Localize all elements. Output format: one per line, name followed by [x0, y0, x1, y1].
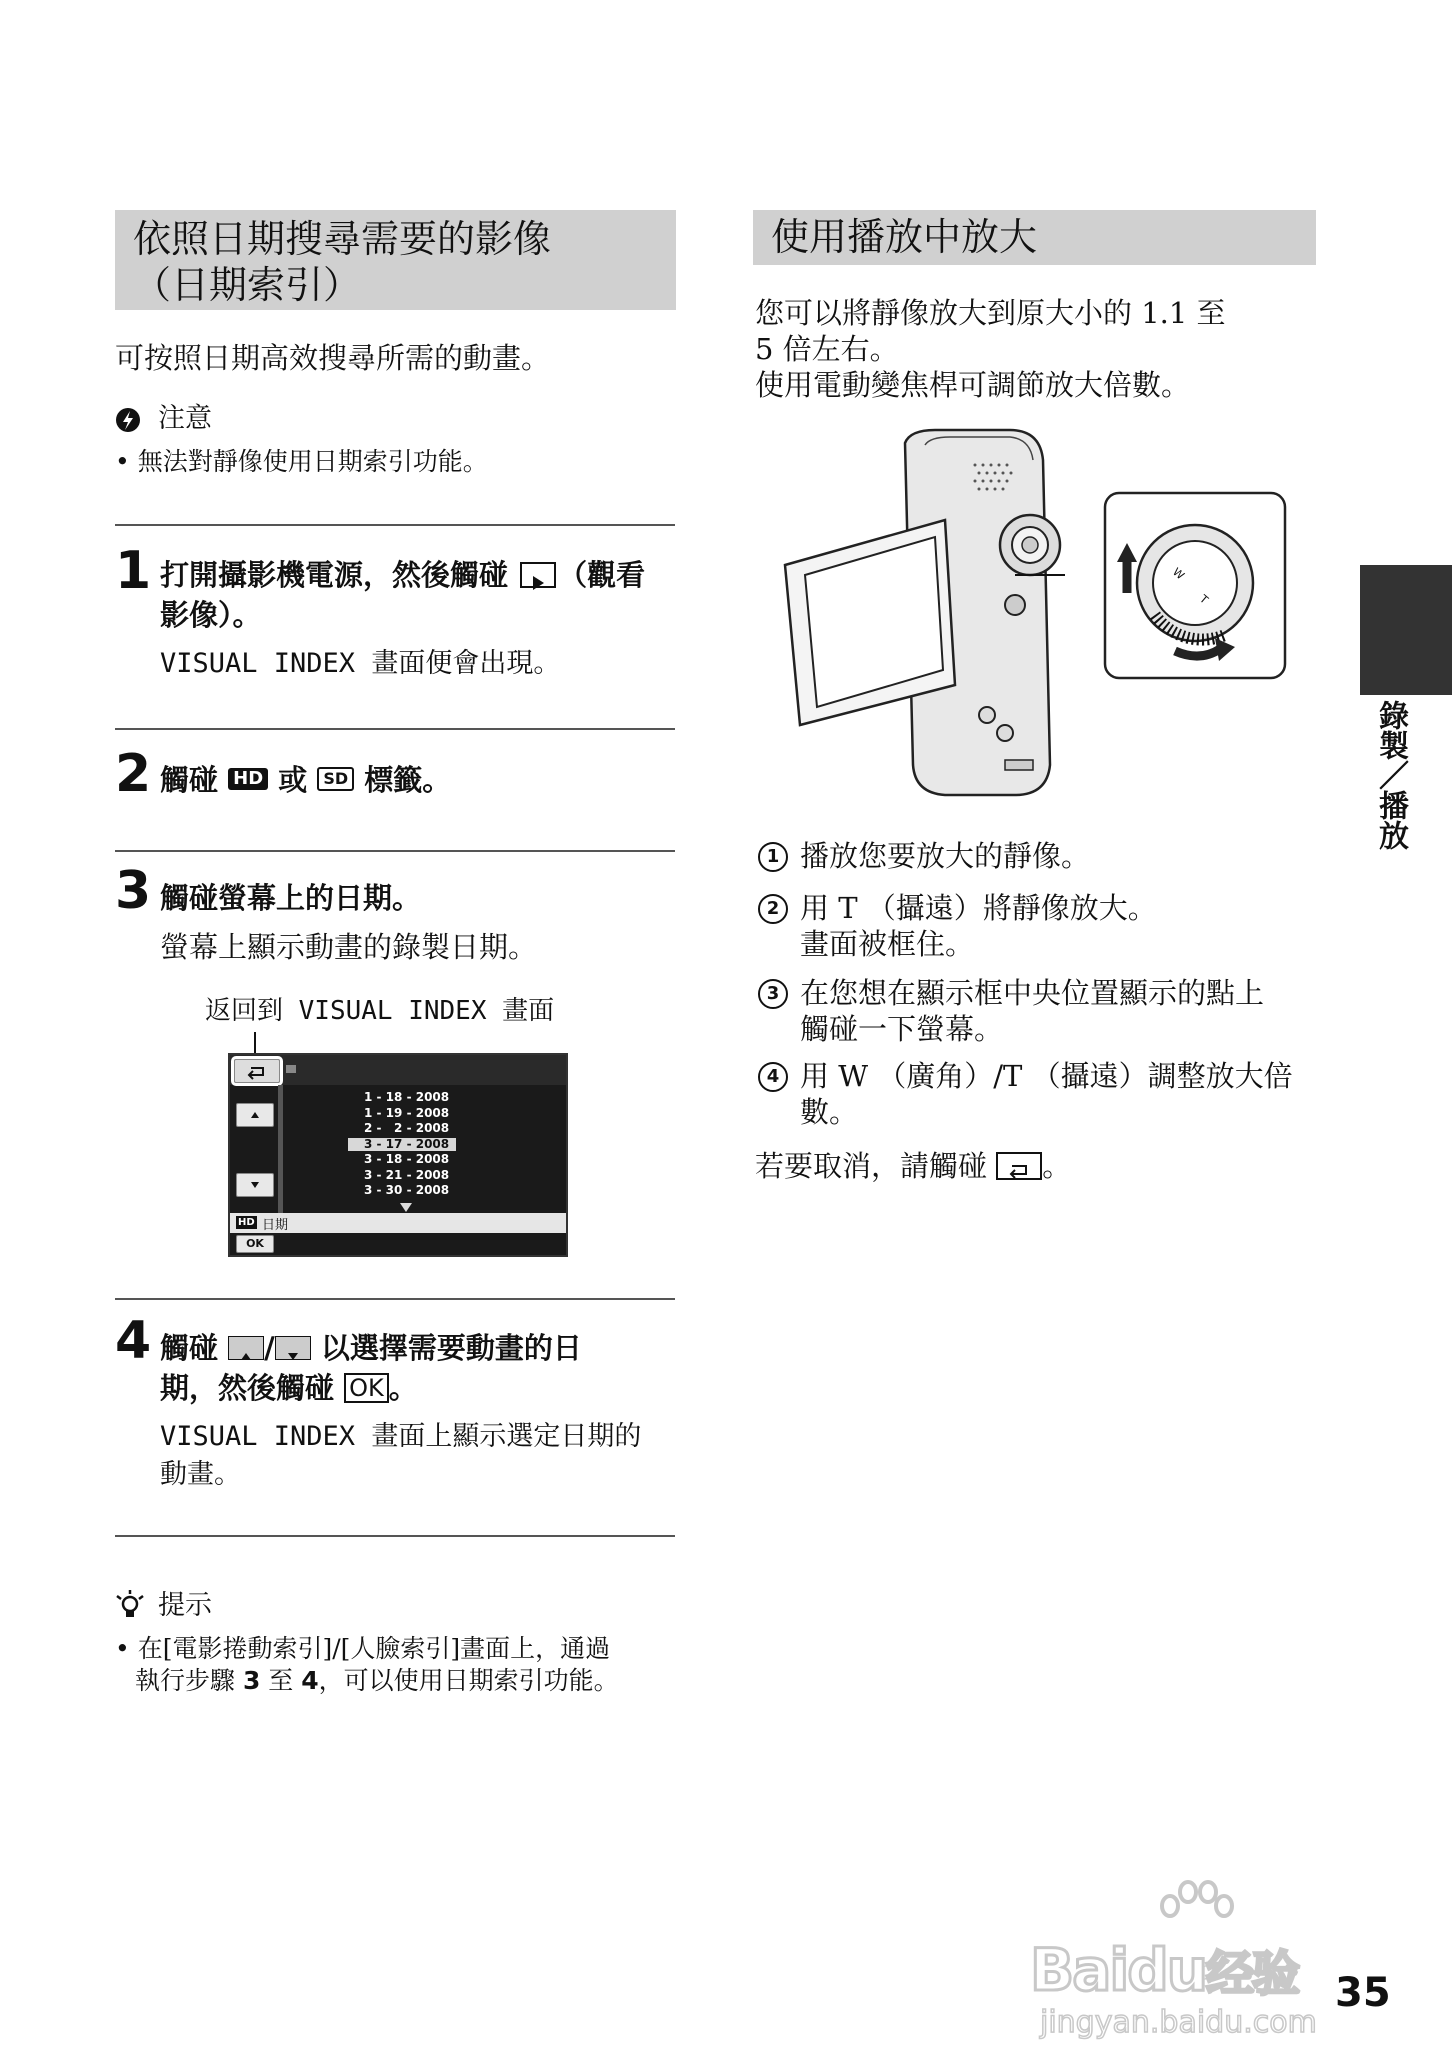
step-4-number: 4 [115, 1311, 152, 1371]
caution-label: 注意 [158, 403, 212, 434]
watermark-url: jingyan.baidu.com [1040, 2005, 1317, 2040]
chapter-tab-block [1360, 565, 1452, 695]
return-button[interactable] [234, 1059, 280, 1083]
divider [115, 1535, 675, 1537]
play-icon [520, 562, 556, 588]
step-3-desc: 螢幕上顯示動畫的錄製日期。 [160, 930, 538, 964]
bullet: • [115, 447, 138, 476]
down-button-icon [275, 1336, 311, 1360]
date-item[interactable]: 3 - 21 - 2008 [364, 1167, 450, 1182]
heading-line-2: （日期索引） [133, 263, 362, 307]
paw-logo-icon [1150, 1880, 1240, 1940]
chapter-tab-label: 錄製／播放 [1373, 700, 1408, 850]
caution-item: • 無法對靜像使用日期索引功能。 [115, 447, 488, 476]
watermark-brand: Baidu经验 [1030, 1936, 1299, 2004]
list-num: 3 [758, 979, 788, 1009]
divider [115, 1298, 675, 1300]
zoom-w-label: W [1170, 565, 1187, 583]
screen-caption: 返回到 VISUAL INDEX 畫面 [205, 996, 555, 1026]
section-heading-zoom: 使用播放中放大 [753, 210, 1316, 265]
hint-text: • 在[電影捲動索引]/[人臉索引]畫面上，通過 執行步驟 3 至 4，可以使用日期索引功能。 [115, 1634, 619, 1695]
more-indicator-icon [400, 1203, 412, 1212]
sd-tab-icon: SD [317, 767, 354, 791]
step-2-title: 觸碰 HD 或 SD 標籤。 [160, 763, 452, 797]
divider [115, 850, 675, 852]
hd-badge: HD [238, 1217, 255, 1228]
step-3-number: 3 [115, 861, 152, 921]
baidu-watermark [1030, 1880, 1360, 2040]
hd-tab-icon: HD [228, 768, 268, 790]
caution-icon [115, 407, 141, 433]
ok-button-icon: OK [344, 1373, 389, 1403]
screen-bottom-bar [230, 1213, 566, 1233]
date-index-screen [228, 1053, 568, 1257]
page-number: 35 [1335, 1970, 1391, 2016]
step-1-title: 打開攝影機電源，然後觸碰 （觀看 影像）。 [160, 558, 646, 632]
bullet: • [115, 1634, 138, 1663]
divider [115, 728, 675, 730]
small-indicator-icon [286, 1065, 296, 1073]
date-item[interactable]: 3 - 18 - 2008 [364, 1152, 450, 1166]
list-num: 1 [758, 842, 788, 872]
step-4-desc: VISUAL INDEX 畫面上顯示選定日期的 動畫。 [160, 1421, 642, 1490]
date-item[interactable]: 1 - 18 - 2008 [364, 1090, 450, 1104]
hint-label: 提示 [158, 1590, 212, 1621]
up-arrow-icon [237, 1104, 273, 1126]
intro-text: 可按照日期高效搜尋所需的動畫。 [115, 341, 551, 375]
step-3-title: 觸碰螢幕上的日期。 [160, 881, 422, 915]
zoom-t-label: T [1197, 592, 1211, 607]
hint-bulb-icon [113, 1588, 147, 1622]
screen-ok-button[interactable]: OK [236, 1235, 274, 1253]
camcorder-illustration [775, 425, 1295, 815]
down-arrow-icon [237, 1174, 273, 1196]
step-2-number: 2 [115, 744, 152, 804]
date-item[interactable]: 1 - 19 - 2008 [364, 1105, 450, 1120]
step-1-number: 1 [115, 541, 152, 601]
return-icon [996, 1152, 1042, 1180]
date-item-selected[interactable]: 3 - 17 - 2008 [364, 1136, 450, 1151]
date-item[interactable]: 3 - 30 - 2008 [364, 1183, 450, 1197]
list-num: 2 [758, 894, 788, 924]
date-item[interactable]: 2 - 2 - 2008 [364, 1121, 450, 1135]
step-4-title: 觸碰 / 以選擇需要動畫的日 期，然後觸碰 OK 。 [160, 1331, 582, 1405]
heading-line-1: 依照日期搜尋需要的影像 [133, 217, 552, 261]
zoom-intro: 您可以將靜像放大到原大小的 1.1 至 5 倍左右。 使用電動變焦桿可調節放大倍數。 [755, 296, 1226, 402]
scrollbar-track [278, 1085, 283, 1233]
screen-header-bar [230, 1055, 566, 1085]
section-heading-date-index [115, 210, 676, 310]
up-button-icon [228, 1336, 264, 1360]
list-num: 4 [758, 1062, 788, 1092]
divider [115, 524, 675, 526]
bottom-label: 日期 [262, 1218, 289, 1233]
step-1-desc: VISUAL INDEX 畫面便會出現。 [160, 648, 561, 679]
cancel-instruction: 若要取消，請觸碰 。 [755, 1149, 1072, 1183]
return-icon [235, 1060, 279, 1082]
scroll-down-button[interactable] [236, 1173, 274, 1197]
scroll-up-button[interactable] [236, 1103, 274, 1127]
